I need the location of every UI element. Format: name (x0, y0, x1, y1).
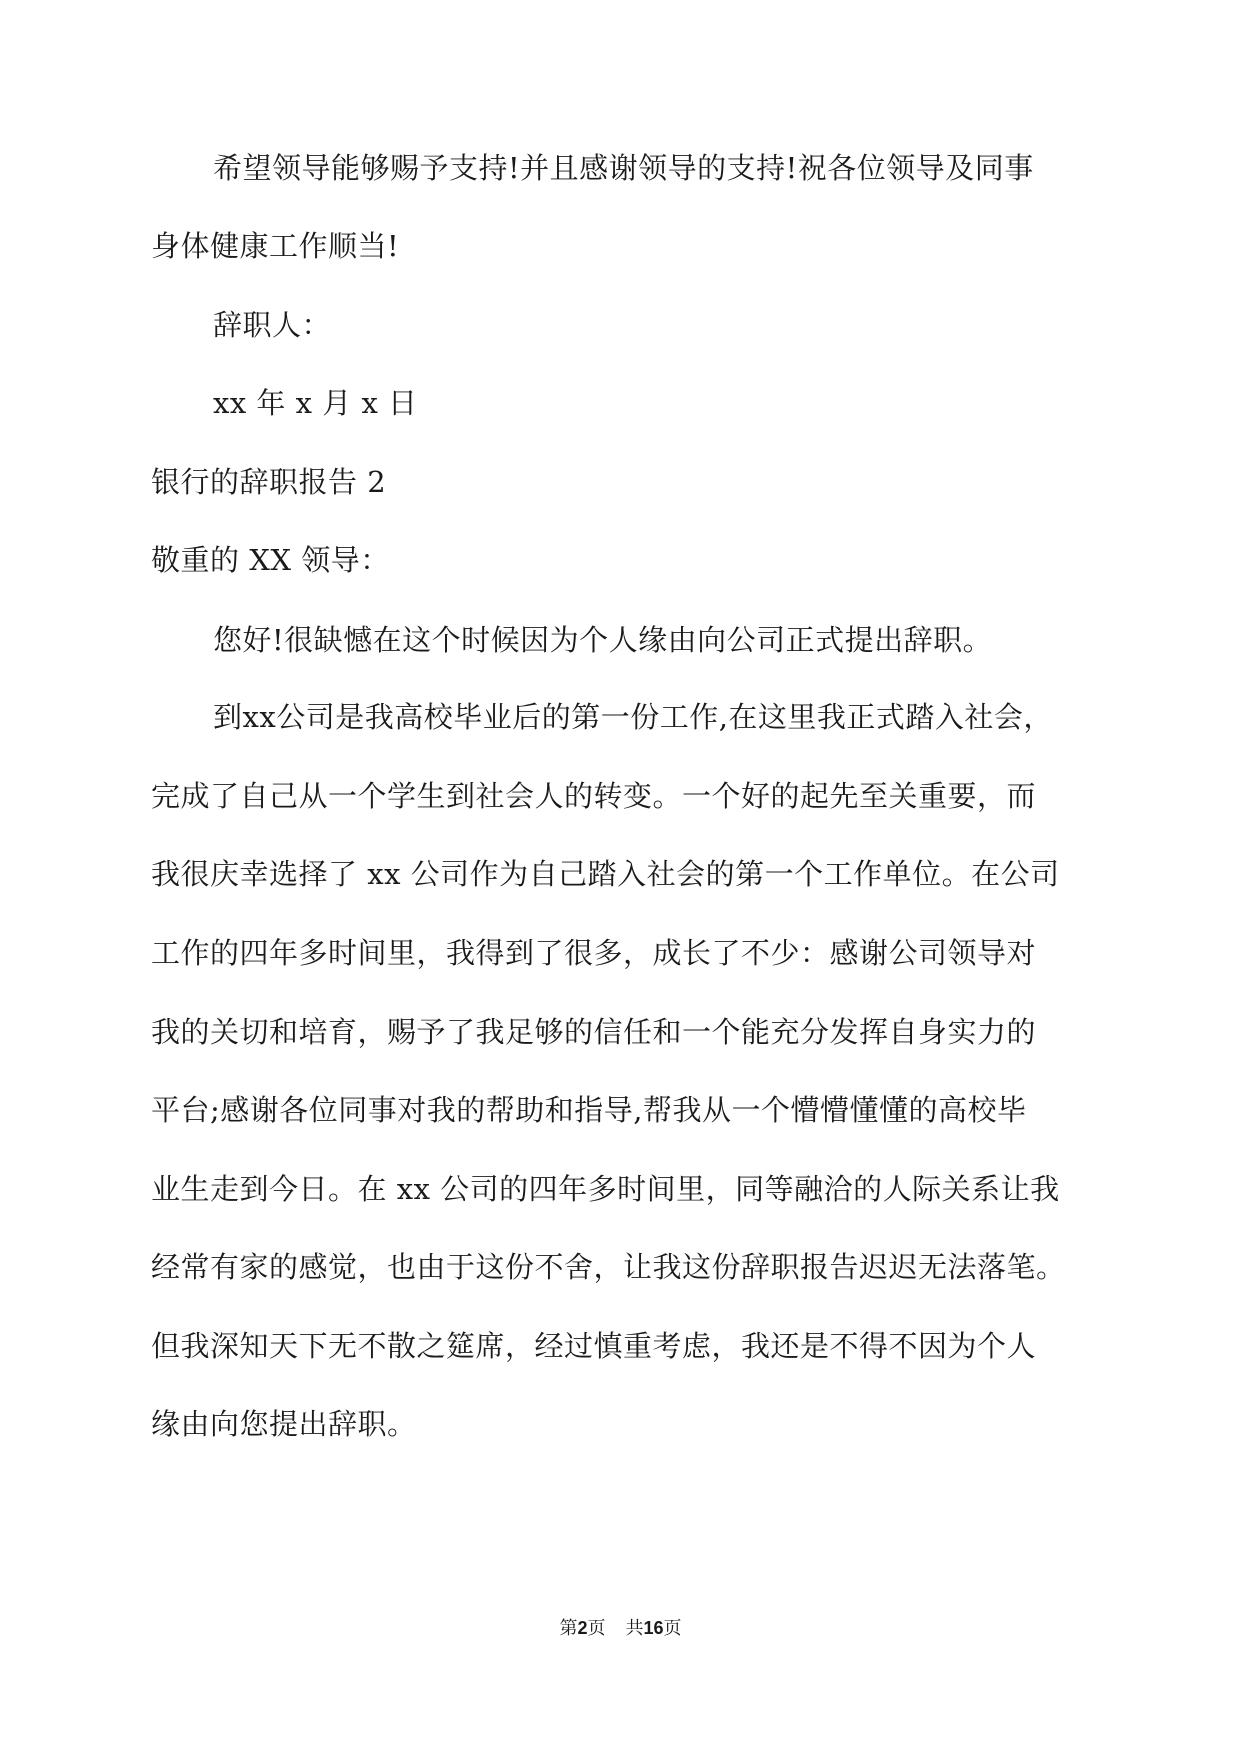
paragraph-line: 我很庆幸选择了 xx 公司作为自己踏入社会的第一个工作单位。在公司 (151, 857, 1060, 891)
paragraph-line: 完成了自己从一个学生到社会人的转变。一个好的起先至关重要，而 (151, 779, 1037, 813)
page-current: 2 (577, 1618, 588, 1638)
paragraph-line: 但我深知天下无不散之筵席，经过慎重考虑，我还是不得不因为个人 (151, 1329, 1037, 1363)
section-title: 银行的辞职报告 2 (151, 465, 387, 499)
total-suffix: 页 (663, 1618, 682, 1639)
signature-date: xx 年 x 月 x 日 (213, 386, 418, 420)
paragraph-line: 平台;感谢各位同事对我的帮助和指导,帮我从一个懵懵懂懂的高校毕 (151, 1093, 1027, 1127)
paragraph-line: 业生走到今日。在 xx 公司的四年多时间里，同等融洽的人际关系让我 (151, 1172, 1060, 1206)
paragraph-line: 缘由向您提出辞职。 (151, 1407, 417, 1441)
page-prefix: 第 (559, 1618, 578, 1639)
salutation: 敬重的 XX 领导： (151, 543, 390, 577)
page-footer (0, 1616, 1241, 1641)
paragraph-line: 到xx公司是我高校毕业后的第一份工作,在这里我正式踏入社会， (213, 700, 1053, 734)
paragraph-line: 身体健康工作顺当! (151, 229, 400, 263)
page-total: 16 (643, 1618, 664, 1638)
page-suffix: 页 (587, 1618, 606, 1639)
paragraph-line: 我的关切和培育，赐予了我足够的信任和一个能充分发挥自身实力的 (151, 1015, 1037, 1049)
paragraph-line: 经常有家的感觉，也由于这份不舍，让我这份辞职报告迟迟无法落笔。 (151, 1250, 1066, 1284)
paragraph-line: 您好!很缺憾在这个时候因为个人缘由向公司正式提出辞职。 (213, 623, 993, 657)
signature-label: 辞职人： (213, 308, 332, 342)
paragraph-line: 希望领导能够赐予支持!并且感谢领导的支持!祝各位领导及同事 (213, 151, 1034, 185)
total-prefix: 共 (625, 1618, 644, 1639)
paragraph-line: 工作的四年多时间里，我得到了很多，成长了不少：感谢公司领导对 (151, 936, 1037, 970)
